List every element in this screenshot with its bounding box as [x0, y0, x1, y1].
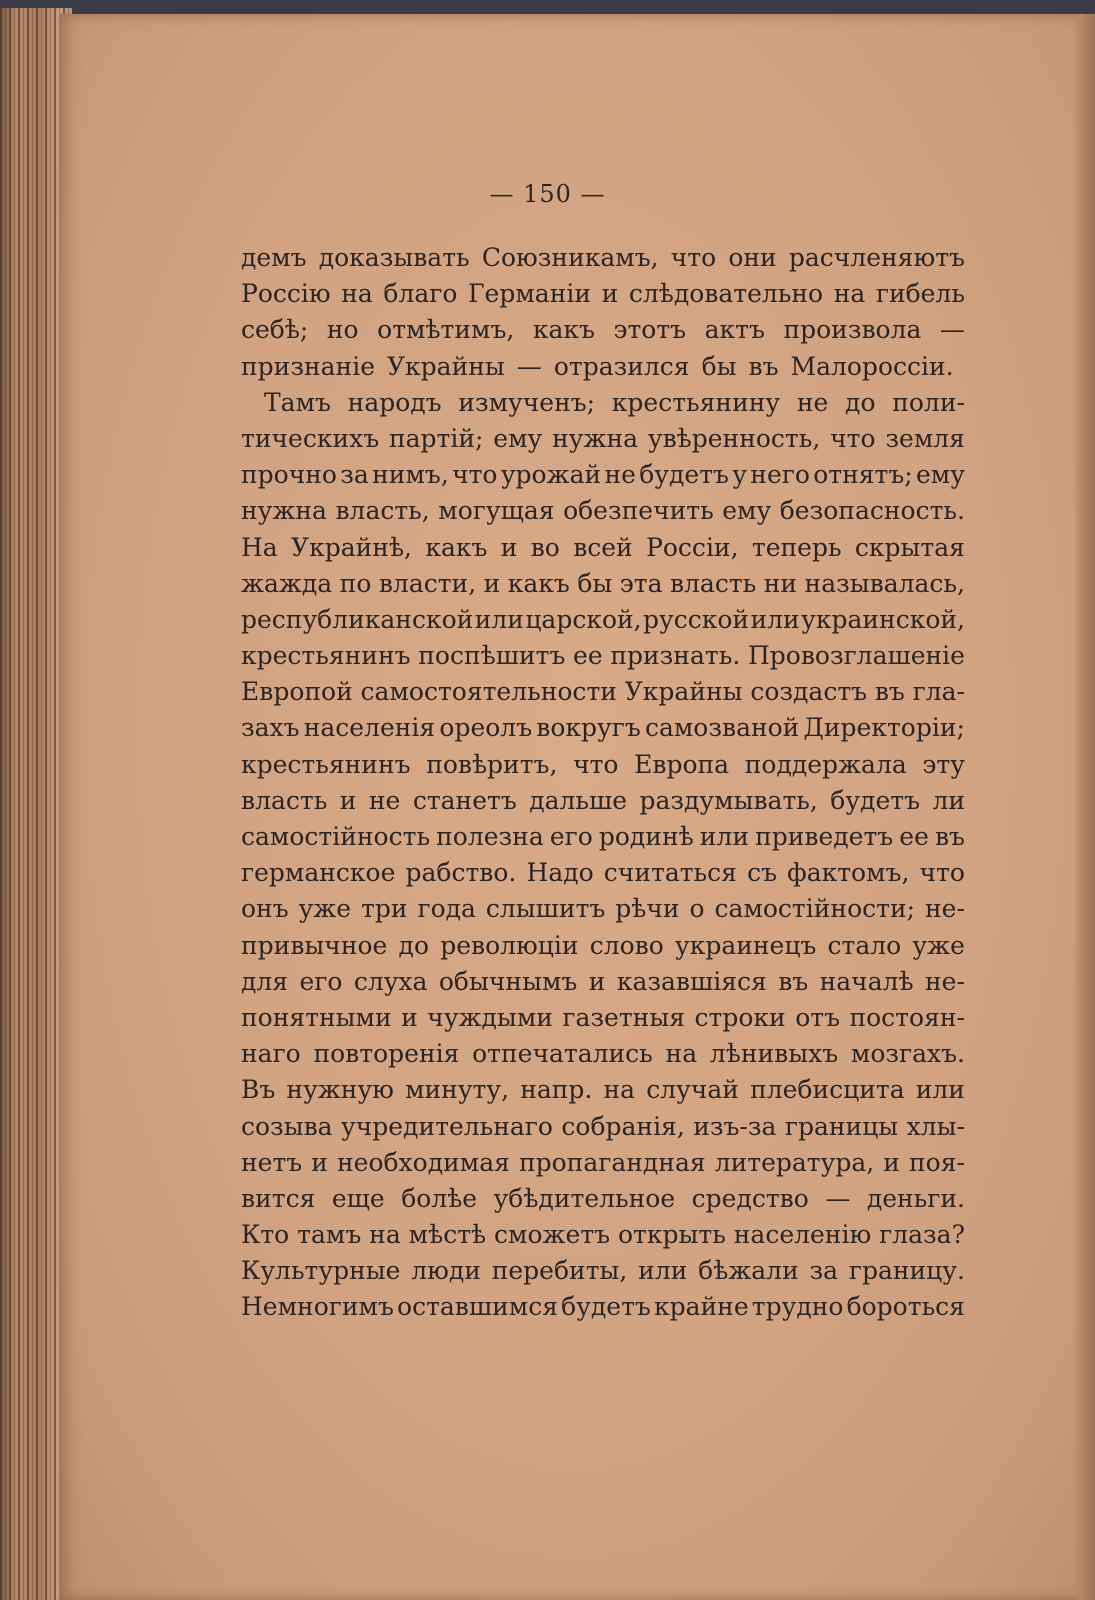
word: называлась, — [804, 568, 965, 598]
word: какъ — [532, 315, 595, 345]
word: или — [699, 822, 749, 851]
word: признаніе — [241, 351, 375, 381]
word: что — [452, 460, 498, 490]
word: привычное — [241, 930, 388, 960]
word: Надо — [526, 858, 594, 888]
word: Кто — [241, 1220, 290, 1250]
word: уже — [298, 894, 352, 924]
text-line — [241, 747, 965, 783]
word: гибель — [875, 279, 965, 309]
text-line — [241, 783, 965, 819]
word: нимъ, — [372, 460, 449, 490]
word: актъ — [704, 315, 765, 345]
word: ее — [573, 641, 603, 671]
word: бы — [577, 568, 613, 598]
word: оставшимся — [397, 1292, 559, 1322]
text-line — [241, 819, 965, 855]
word: въ — [748, 351, 779, 381]
word: эту — [922, 749, 965, 779]
word: рѣчи — [615, 894, 680, 924]
word: или — [474, 604, 524, 634]
word: германское — [241, 858, 396, 888]
word: считаться — [603, 858, 737, 888]
word: республиканской — [241, 604, 474, 634]
word: поя- — [908, 1147, 965, 1177]
text-line — [241, 674, 965, 710]
word: Директоріи; — [803, 713, 965, 743]
word: не- — [925, 966, 965, 996]
word: Тамъ — [264, 387, 331, 417]
word: вокругъ — [536, 713, 641, 743]
text-line — [241, 1253, 965, 1289]
word: глаза? — [879, 1220, 965, 1250]
word: Европой — [241, 677, 353, 707]
text-line — [241, 530, 965, 566]
word: не — [368, 785, 401, 815]
word: себѣ; — [241, 315, 309, 345]
word: мѣстѣ — [408, 1220, 487, 1250]
word: за — [340, 460, 369, 490]
word: будетъ — [639, 460, 729, 490]
word: дальше — [529, 785, 628, 815]
word: что — [573, 749, 619, 779]
word: деньги. — [866, 1183, 965, 1213]
word: началѣ — [819, 966, 914, 996]
word: у — [732, 460, 747, 490]
word: и — [483, 568, 501, 598]
word: Россію — [241, 279, 331, 309]
word: доказывать — [318, 243, 470, 272]
word: самостійность — [241, 822, 431, 851]
text-line — [241, 349, 965, 385]
word: не — [796, 387, 829, 417]
word: жажда — [241, 568, 333, 598]
word: еще — [331, 1183, 385, 1213]
word: населенія — [303, 713, 436, 743]
word: минуту, — [405, 1075, 510, 1105]
word: и — [883, 1147, 900, 1177]
word: чуждыми — [427, 1002, 553, 1032]
word: могущая — [438, 496, 555, 526]
word: Украйнѣ, — [291, 532, 412, 562]
text-line — [241, 1181, 965, 1217]
text-line — [241, 1217, 965, 1253]
body-text — [241, 240, 965, 1326]
text-line — [241, 638, 965, 674]
word: не- — [925, 894, 965, 924]
word: земля — [885, 423, 965, 453]
word: три — [361, 894, 408, 924]
word: что — [919, 858, 965, 888]
word: поспѣшитъ — [418, 641, 566, 671]
word: созыва — [241, 1111, 333, 1141]
word: Малороссіи. — [790, 351, 954, 381]
word: рабство. — [405, 858, 517, 888]
word: Германіи — [468, 279, 592, 309]
word: въ — [934, 822, 965, 851]
word: понятными — [241, 1002, 392, 1032]
word: нужна — [241, 496, 327, 526]
word: что — [670, 243, 717, 272]
word: поддержала — [744, 749, 907, 779]
word: ее — [899, 822, 929, 851]
word: обезпечить — [563, 496, 714, 526]
word: слѣдовательно — [628, 279, 824, 309]
word: бы — [701, 351, 737, 381]
word: уже — [912, 930, 965, 960]
word: отмѣтимъ, — [377, 315, 515, 345]
word: какъ — [507, 568, 570, 598]
word: о — [689, 894, 705, 924]
word: убѣдительное — [493, 1183, 676, 1213]
word: самозваной — [644, 713, 800, 743]
text-line — [241, 964, 965, 1000]
text-line — [241, 1289, 965, 1325]
word: нужна — [552, 423, 639, 453]
word: отпечатались — [472, 1039, 653, 1069]
word: будетъ — [830, 785, 920, 815]
text-line — [241, 710, 965, 746]
word: — — [825, 1183, 851, 1213]
text-line — [241, 457, 965, 493]
word: Провозглашеніе — [747, 641, 965, 671]
word: Въ — [241, 1075, 276, 1105]
word: тамъ — [297, 1220, 362, 1250]
word: и — [500, 532, 518, 562]
word: необходимая — [337, 1147, 510, 1177]
word: станетъ — [412, 785, 517, 815]
word: что — [830, 423, 876, 453]
word: украинской, — [801, 604, 965, 634]
word: лѣнивыхъ — [709, 1039, 839, 1069]
word: расчленяютъ — [788, 243, 965, 272]
word: власть — [669, 568, 757, 598]
text-line — [241, 276, 965, 312]
word: или — [915, 1075, 965, 1105]
word: болѣе — [401, 1183, 478, 1213]
word: газетныя — [562, 1002, 686, 1032]
word: признать. — [610, 641, 741, 671]
word: будетъ — [561, 1292, 651, 1322]
word: на — [665, 1039, 698, 1069]
word: или — [638, 1256, 688, 1286]
word: прочно — [241, 460, 337, 490]
word: границу. — [848, 1256, 965, 1286]
word: отъ — [795, 1002, 840, 1032]
text-line — [241, 566, 965, 602]
word: поли- — [892, 387, 965, 417]
word: На — [241, 532, 278, 562]
word: не — [604, 460, 636, 490]
word: произвола — [783, 315, 922, 345]
word: власти, — [378, 568, 477, 598]
word: бѣжали — [698, 1256, 799, 1286]
word: Союзникамъ, — [481, 243, 659, 272]
word: учредительнаго — [341, 1111, 553, 1141]
word: открыть — [617, 1220, 726, 1250]
word: демъ — [241, 243, 307, 272]
word: ли — [932, 785, 965, 815]
word: но — [326, 315, 359, 345]
word: въ — [778, 966, 809, 996]
word: собранія, — [561, 1111, 685, 1141]
word: плебисцита — [750, 1075, 905, 1105]
word: перебиты, — [491, 1256, 628, 1286]
word: партій; — [388, 423, 484, 453]
word: обычнымъ — [438, 966, 578, 996]
word: онъ — [241, 894, 289, 924]
text-line — [241, 1145, 965, 1181]
word: на — [603, 1075, 636, 1105]
word: отнятъ; — [813, 460, 913, 490]
text-line — [241, 493, 965, 529]
word: наго — [241, 1039, 301, 1069]
word: и — [311, 1147, 328, 1177]
word: этотъ — [613, 315, 687, 345]
word: измученъ; — [458, 387, 596, 417]
word: населенію — [733, 1220, 872, 1250]
word: полезна — [436, 822, 544, 851]
word: и — [339, 785, 357, 815]
word: какъ — [425, 532, 488, 562]
word: Россіи, — [646, 532, 739, 562]
word: власть — [241, 785, 328, 815]
word: до — [845, 387, 876, 417]
word: для — [241, 966, 289, 996]
word: урожай — [500, 460, 602, 490]
word: и — [588, 966, 606, 996]
word: Европа — [634, 749, 730, 779]
word: крестьянину — [611, 387, 781, 417]
word: казавшіяся — [616, 966, 767, 996]
word: слышитъ — [485, 894, 606, 924]
word: сможетъ — [494, 1220, 611, 1250]
word: — — [939, 315, 965, 345]
word: стало — [827, 930, 902, 960]
word: фактомъ, — [787, 858, 910, 888]
word: границы — [784, 1111, 899, 1141]
word: до — [398, 930, 429, 960]
word: во — [530, 532, 560, 562]
word: власть, — [335, 496, 430, 526]
word: благо — [383, 279, 458, 309]
word: Культурные — [241, 1256, 401, 1286]
text-line — [241, 602, 965, 638]
word: Украйны — [624, 677, 743, 707]
word: крестьянинъ — [241, 749, 411, 779]
word: напр. — [520, 1075, 593, 1105]
text-line — [241, 421, 965, 457]
word: Украйны — [386, 351, 505, 381]
word: царской, — [525, 604, 642, 634]
text-line — [241, 312, 965, 348]
page-number: — 150 — — [489, 180, 606, 208]
word: повторенія — [313, 1039, 460, 1069]
word: самостоятельности — [360, 677, 617, 707]
word: Немногимъ — [241, 1292, 394, 1322]
word: революціи — [440, 930, 579, 960]
word: люди — [411, 1256, 481, 1286]
word: теперь — [751, 532, 842, 562]
word: самостійности; — [714, 894, 916, 924]
word: тическихъ — [241, 423, 380, 453]
word: за — [809, 1256, 839, 1286]
word: раздумывать, — [639, 785, 818, 815]
text-line — [241, 1036, 965, 1072]
word: ему — [722, 496, 772, 526]
word: приведетъ — [755, 822, 894, 851]
word: мозгахъ. — [850, 1039, 965, 1069]
word: года — [417, 894, 476, 924]
text-line — [241, 928, 965, 964]
word: они — [728, 243, 777, 272]
word: гла- — [912, 677, 965, 707]
word: — — [516, 351, 542, 381]
word: слово — [589, 930, 664, 960]
word: эта — [619, 568, 663, 598]
word: украинецъ — [674, 930, 817, 960]
word: всей — [573, 532, 633, 562]
word: случай — [646, 1075, 739, 1105]
word: или — [750, 604, 800, 634]
word: на — [833, 279, 866, 309]
text-line — [241, 891, 965, 927]
word: литература, — [714, 1147, 875, 1177]
word: съ — [747, 858, 777, 888]
word: отразился — [553, 351, 690, 381]
word: средство — [691, 1183, 809, 1213]
word: пропагандная — [518, 1147, 706, 1177]
text-line — [241, 1109, 965, 1145]
word: скрытая — [854, 532, 965, 562]
word: ему — [493, 423, 543, 453]
page-right-edge — [1073, 14, 1095, 1600]
word: его — [549, 822, 593, 851]
word: вится — [241, 1183, 316, 1213]
word: крайне — [653, 1292, 749, 1322]
word: на — [369, 1220, 401, 1250]
word: и — [401, 1002, 418, 1032]
word: него — [750, 460, 810, 490]
word: его — [299, 966, 343, 996]
word: въ — [874, 677, 905, 707]
text-line — [241, 1072, 965, 1108]
word: ни — [763, 568, 798, 598]
word: увѣренность, — [647, 423, 821, 453]
word: ему — [916, 460, 965, 490]
word: строки — [694, 1002, 786, 1032]
text-line — [241, 385, 965, 421]
word: повѣритъ, — [426, 749, 558, 779]
word: на — [341, 279, 373, 309]
word: безопасность. — [779, 496, 965, 526]
word: нетъ — [241, 1147, 303, 1177]
text-line — [241, 240, 965, 276]
text-line — [241, 855, 965, 891]
text-line — [241, 1000, 965, 1036]
word: народъ — [347, 387, 442, 417]
word: ореолъ — [439, 713, 533, 743]
word: трудно — [751, 1292, 844, 1322]
word: по — [339, 568, 372, 598]
word: постоян- — [849, 1002, 965, 1032]
word: русской — [643, 604, 750, 634]
word: изъ-за — [693, 1111, 777, 1141]
word: родинѣ — [598, 822, 694, 851]
word: крестьянинъ — [241, 641, 411, 671]
word: создастъ — [750, 677, 868, 707]
word: хлы- — [906, 1111, 965, 1141]
word: слуха — [353, 966, 428, 996]
word: нужную — [286, 1075, 394, 1105]
word: бороться — [846, 1292, 965, 1322]
word: захъ — [241, 713, 300, 743]
word: и — [601, 279, 619, 309]
